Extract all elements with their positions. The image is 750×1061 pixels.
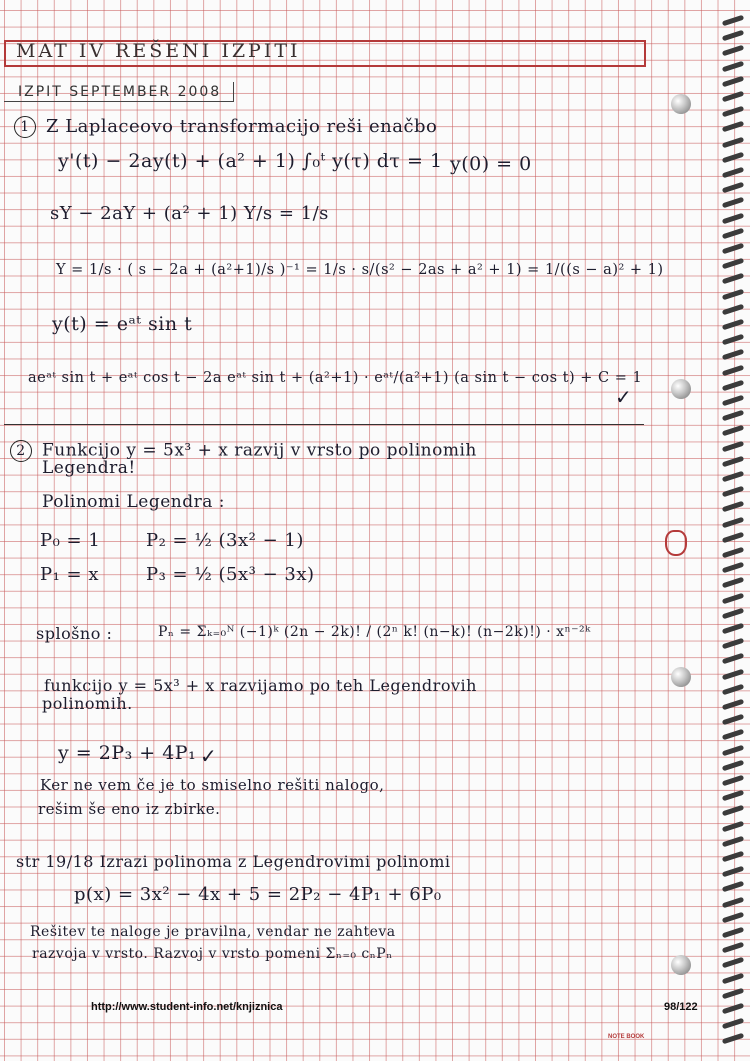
problem-1-number: 1 bbox=[14, 116, 36, 138]
spiral-coil bbox=[722, 866, 744, 878]
spiral-coil bbox=[722, 273, 744, 285]
spiral-coil bbox=[722, 714, 744, 726]
problem-2-subhead: Polinomi Legendra : bbox=[42, 492, 226, 512]
problem-2-note-line-2: rešim še eno iz zbirke. bbox=[38, 800, 221, 818]
spiral-coil bbox=[722, 562, 744, 574]
spiral-coil bbox=[722, 182, 744, 194]
spiral-coil bbox=[722, 851, 744, 863]
general-legendre-formula: Pₙ = Σₖ₌₀ᴺ (−1)ᵏ (2n − 2k)! / (2ⁿ k! (n−k)! (n−2k)!) · xⁿ⁻²ᵏ bbox=[158, 624, 591, 640]
spiral-coil bbox=[722, 744, 744, 756]
spiral-coil bbox=[722, 532, 744, 544]
spiral-coil bbox=[722, 608, 744, 620]
spiral-coil bbox=[722, 623, 744, 635]
spiral-coil bbox=[722, 881, 744, 893]
spiral-coil bbox=[722, 212, 744, 224]
spiral-coil bbox=[722, 820, 744, 832]
spiral-coil bbox=[722, 304, 744, 316]
binder-hole bbox=[671, 379, 691, 399]
spiral-coil bbox=[722, 106, 744, 118]
expansion-line-2: polinomih. bbox=[42, 694, 133, 713]
expansion-line-1: funkcijo y = 5x³ + x razvijamo po teh Legendrovih bbox=[44, 676, 477, 695]
spiral-coil bbox=[722, 516, 744, 528]
legendre-p2: P₂ = ½ (3x² − 1) bbox=[146, 530, 304, 551]
spiral-coil bbox=[722, 805, 744, 817]
spiral-coil bbox=[722, 912, 744, 924]
spiral-coil bbox=[722, 638, 744, 650]
spiral-coil bbox=[722, 501, 744, 513]
spiral-coil bbox=[722, 577, 744, 589]
problem-2-number: 2 bbox=[10, 440, 32, 462]
spiral-coil bbox=[722, 592, 744, 604]
page-title: MAT IV REŠENI IZPITI bbox=[16, 40, 301, 62]
spiral-coil bbox=[722, 258, 744, 270]
binder-hole bbox=[671, 94, 691, 114]
problem-2-statement: 2 Funkcijo y = 5x³ + x razvij v vrsto po polinomih bbox=[10, 440, 477, 462]
spiral-coil bbox=[722, 243, 744, 255]
spiral-coil bbox=[722, 76, 744, 88]
legendre-p3: P₃ = ½ (5x³ − 3x) bbox=[146, 564, 315, 585]
extra-equation: p(x) = 3x² − 4x + 5 = 2P₂ − 4P₁ + 6P₀ bbox=[74, 884, 442, 905]
spiral-coil bbox=[722, 197, 744, 209]
spiral-coil bbox=[722, 60, 744, 72]
extra-note-line-2: razvoja v vrsto. Razvoj v vrsto pomeni Σₙ₌₀ cₙPₙ bbox=[32, 946, 393, 962]
spiral-coil bbox=[722, 167, 744, 179]
spiral-coil bbox=[722, 91, 744, 103]
spiral-coil bbox=[722, 1033, 744, 1045]
spiral-coil bbox=[722, 152, 744, 164]
spiral-coil bbox=[722, 136, 744, 148]
spiral-coil bbox=[722, 425, 744, 437]
spiral-coil bbox=[722, 775, 744, 787]
spiral-coil bbox=[722, 896, 744, 908]
spiral-coil bbox=[722, 364, 744, 376]
problem-1-solution: y(t) = eᵃᵗ sin t bbox=[52, 313, 193, 335]
spiral-coil bbox=[722, 927, 744, 939]
spiral-coil bbox=[722, 334, 744, 346]
spiral-coil bbox=[722, 319, 744, 331]
problem-1-statement: 1 Z Laplaceovo transformacijo reši enačbo bbox=[14, 116, 437, 138]
spiral-coil bbox=[722, 410, 744, 422]
notebook-tab-icon bbox=[665, 530, 687, 556]
spiral-coil bbox=[722, 668, 744, 680]
legendre-p0: P₀ = 1 bbox=[40, 530, 101, 551]
spiral-coil bbox=[722, 957, 744, 969]
spiral-coil bbox=[722, 942, 744, 954]
problem-2-check-mark: ✓ bbox=[200, 744, 218, 768]
problem-1-check-mark: ✓ bbox=[615, 385, 633, 409]
spiral-binding bbox=[716, 18, 750, 1048]
spiral-coil bbox=[722, 836, 744, 848]
spiral-coil bbox=[722, 547, 744, 559]
binder-hole bbox=[671, 955, 691, 975]
spiral-coil bbox=[722, 790, 744, 802]
spiral-coil bbox=[722, 1018, 744, 1030]
spiral-coil bbox=[722, 288, 744, 300]
problem-2-result: y = 2P₃ + 4P₁ bbox=[58, 742, 197, 764]
spiral-coil bbox=[722, 440, 744, 452]
spiral-coil bbox=[722, 1003, 744, 1015]
spiral-coil bbox=[722, 45, 744, 57]
spiral-coil bbox=[722, 729, 744, 741]
spiral-coil bbox=[722, 684, 744, 696]
spiral-coil bbox=[722, 972, 744, 984]
page-counter: 98/122 bbox=[664, 1001, 698, 1013]
binder-hole bbox=[671, 667, 691, 687]
extra-note-line-1: Rešitev te naloge je pravilna, vendar ne zahteva bbox=[30, 924, 396, 940]
spiral-coil bbox=[722, 486, 744, 498]
spiral-coil bbox=[722, 699, 744, 711]
spiral-coil bbox=[722, 456, 744, 468]
problem-1-initial-condition: y(0) = 0 bbox=[450, 153, 532, 175]
problem-1-step-1: sY − 2aY + (a² + 1) Y/s = 1/s bbox=[50, 203, 329, 224]
problem-2-statement-line-2: Legendra! bbox=[42, 458, 136, 478]
spiral-coil bbox=[722, 380, 744, 392]
spiral-coil bbox=[722, 121, 744, 133]
general-formula-label: splošno : bbox=[36, 624, 113, 643]
legendre-p1: P₁ = x bbox=[40, 564, 100, 585]
problem-1-check: aeᵃᵗ sin t + eᵃᵗ cos t − 2a eᵃᵗ sin t + (a²+1) · eᵃᵗ/(a²+1) (a sin t − cos t) + C = 1 bbox=[28, 370, 643, 386]
notebook-brand: NOTE BOOK bbox=[608, 1034, 645, 1040]
spiral-coil bbox=[722, 653, 744, 665]
spiral-coil bbox=[722, 228, 744, 240]
spiral-coil bbox=[722, 760, 744, 772]
problem-1-equation: y'(t) − 2ay(t) + (a² + 1) ∫₀ᵗ y(τ) dτ = 1 bbox=[58, 150, 443, 172]
source-link[interactable]: http://www.student-info.net/knjiznica bbox=[91, 1001, 283, 1013]
extra-reference: str 19/18 Izrazi polinoma z Legendrovimi polinomi bbox=[16, 852, 451, 871]
spiral-coil bbox=[722, 988, 744, 1000]
exam-label: IZPIT SEPTEMBER 2008 bbox=[4, 82, 234, 102]
spiral-coil bbox=[722, 349, 744, 361]
problem-1-step-2: Y = 1/s · ( s − 2a + (a²+1)/s )⁻¹ = 1/s · s/(s² − 2as + a² + 1) = 1/((s − a)² + 1) bbox=[56, 262, 664, 278]
problem-2-note-line-1: Ker ne vem če je to smiselno rešiti nalogo, bbox=[40, 776, 385, 794]
spiral-coil bbox=[722, 395, 744, 407]
spiral-coil bbox=[722, 471, 744, 483]
section-divider bbox=[4, 424, 644, 425]
spiral-coil bbox=[722, 30, 744, 42]
